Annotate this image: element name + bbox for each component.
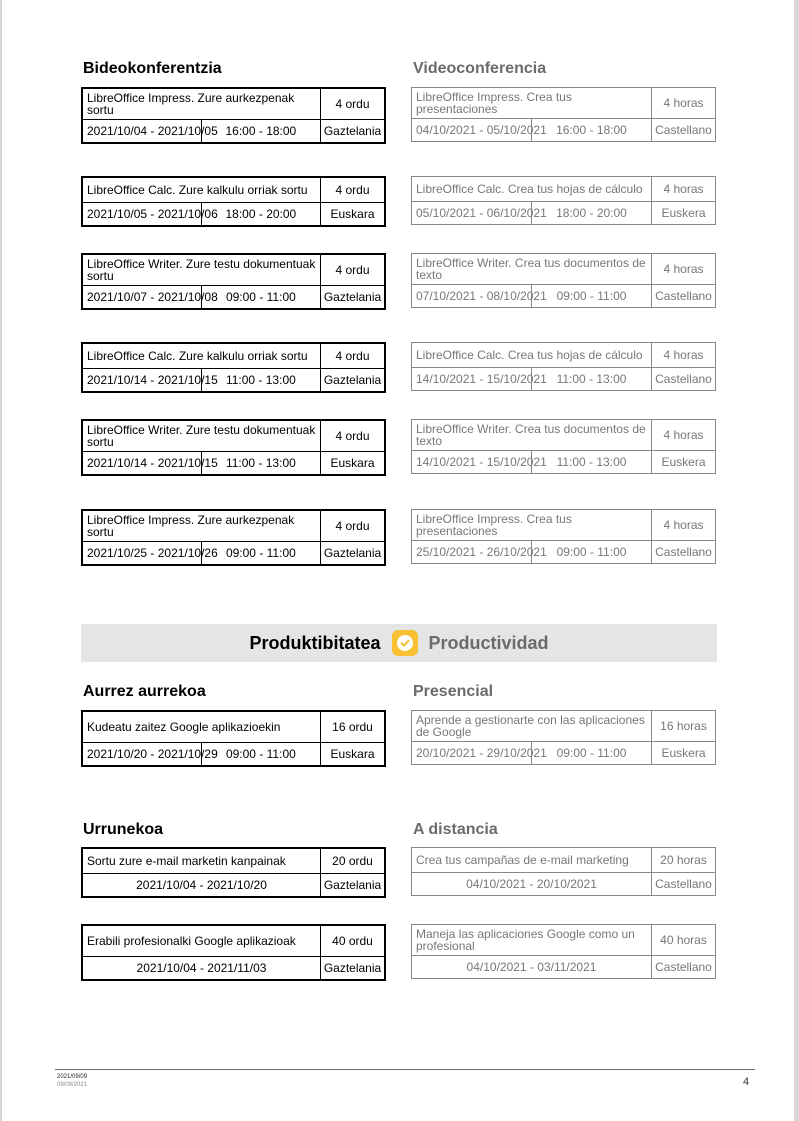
course-schedule-row: [412, 285, 716, 308]
course-language: Castellano: [652, 541, 716, 564]
course-language: Gaztelania: [321, 286, 386, 310]
course-schedule-row: [412, 742, 716, 765]
footer-divider: [55, 1069, 755, 1070]
course-schedule-row: [412, 119, 716, 142]
check-badge-icon: [392, 630, 418, 656]
course-hours: 16 ordu: [321, 711, 386, 743]
course-title: LibreOffice Calc. Zure kalkulu orriak sortu: [82, 343, 321, 369]
course-dates: 25/10/2021 - 26/10/2021: [412, 541, 532, 564]
course-dates: 2021/10/04 - 2021/11/03: [82, 957, 321, 981]
course-time: 11:00 - 13:00: [201, 452, 320, 476]
course-schedule-row: [82, 874, 385, 898]
course-dates: 07/10/2021 - 08/10/2021: [412, 285, 532, 308]
course-hours: 4 horas: [652, 343, 716, 368]
course-title-row: [412, 88, 716, 119]
course-language: Gaztelania: [321, 369, 386, 393]
section-title-video-es: Videoconferencia: [413, 60, 547, 77]
course-schedule-row: [82, 957, 385, 981]
footer-date-eu: 2021/09/09: [57, 1074, 88, 1080]
course-hours: 16 horas: [652, 711, 716, 742]
course-language: Castellano: [652, 285, 716, 308]
course-title-row: [412, 420, 716, 451]
course-language: Euskara: [321, 452, 386, 476]
course-language: Castellano: [652, 873, 716, 896]
course-schedule-row: [82, 203, 385, 227]
course-hours: 4 ordu: [321, 254, 386, 286]
course-dates: 2021/10/05 - 2021/10/06: [82, 203, 201, 227]
course-title-row: [82, 848, 385, 874]
course-title-row: [82, 254, 385, 286]
course-language: Euskara: [321, 203, 386, 227]
course-schedule-row: [412, 202, 716, 225]
course-hours: 4 horas: [652, 88, 716, 119]
course-time: 16:00 - 18:00: [532, 119, 652, 142]
course-language: Gaztelania: [321, 120, 386, 144]
course-title: Crea tus campañas de e-mail marketing: [412, 848, 652, 873]
course-language: Castellano: [652, 368, 716, 391]
course-hours: 20 ordu: [321, 848, 386, 874]
course-table: [81, 710, 386, 767]
course-hours: 40 horas: [652, 925, 716, 956]
course-title: LibreOffice Impress. Crea tus presentaciones: [412, 88, 652, 119]
course-title: LibreOffice Impress. Crea tus presentaciones: [412, 510, 652, 541]
course-table: [81, 924, 386, 981]
course-title: LibreOffice Calc. Crea tus hojas de cálculo: [412, 177, 652, 202]
course-table: [81, 176, 386, 227]
course-title: LibreOffice Calc. Crea tus hojas de cálculo: [412, 343, 652, 368]
course-table: [411, 509, 716, 564]
course-title: LibreOffice Writer. Crea tus documentos de texto: [412, 254, 652, 285]
course-time: 18:00 - 20:00: [532, 202, 652, 225]
course-hours: 4 ordu: [321, 510, 386, 542]
course-dates: 05/10/2021 - 06/10/2021: [412, 202, 532, 225]
course-title-row: [412, 343, 716, 368]
band-title-es: Productividad: [428, 632, 549, 653]
course-hours: 4 ordu: [321, 177, 386, 203]
section-title-remote-eu: Urrunekoa: [83, 821, 164, 838]
course-dates: 04/10/2021 - 05/10/2021: [412, 119, 532, 142]
course-title: Aprende a gestionarte con las aplicaciones de Google: [412, 711, 652, 742]
course-title: LibreOffice Impress. Zure aurkezpenak sortu: [82, 88, 321, 120]
course-time: 09:00 - 11:00: [532, 285, 652, 308]
course-language: Gaztelania: [321, 542, 386, 566]
course-time: 09:00 - 11:00: [201, 286, 320, 310]
course-title-row: [412, 254, 716, 285]
course-dates: 04/10/2021 - 03/11/2021: [412, 956, 652, 979]
course-hours: 4 horas: [652, 510, 716, 541]
course-time: 18:00 - 20:00: [201, 203, 320, 227]
course-hours: 4 horas: [652, 420, 716, 451]
course-dates: 2021/10/04 - 2021/10/20: [82, 874, 321, 898]
course-table: [411, 253, 716, 308]
course-dates: 2021/10/14 - 2021/10/15: [82, 452, 201, 476]
course-language: Castellano: [652, 119, 716, 142]
course-title: Erabili profesionalki Google aplikazioak: [82, 925, 321, 957]
course-language: Gaztelania: [321, 957, 386, 981]
course-language: Euskera: [652, 451, 716, 474]
course-language: Gaztelania: [321, 874, 386, 898]
course-hours: 4 ordu: [321, 343, 386, 369]
footer-date-es: 09/09/2021: [57, 1082, 88, 1088]
page-number: 4: [743, 1076, 750, 1088]
course-schedule-row: [412, 368, 716, 391]
course-language: Euskera: [652, 742, 716, 765]
course-title-row: [412, 510, 716, 541]
course-table: [81, 342, 386, 393]
course-table: [81, 419, 386, 476]
course-title-row: [82, 343, 385, 369]
course-hours: 20 horas: [652, 848, 716, 873]
document-page: [2, 0, 794, 1121]
course-title-row: [82, 925, 385, 957]
band-title-eu: Produktibitatea: [249, 632, 381, 653]
course-schedule-row: [82, 743, 385, 767]
course-table: [411, 87, 716, 142]
course-table: [411, 342, 716, 391]
section-title-presential-eu: Aurrez aurrekoa: [83, 683, 206, 700]
course-table: [81, 509, 386, 566]
course-language: Euskera: [652, 202, 716, 225]
course-title-row: [412, 177, 716, 202]
course-table: [81, 87, 386, 144]
course-dates: 2021/10/07 - 2021/10/08: [82, 286, 201, 310]
course-table: [411, 710, 716, 765]
course-schedule-row: [82, 542, 385, 566]
course-schedule-row: [82, 120, 385, 144]
course-title: LibreOffice Writer. Zure testu dokumentuak sortu: [82, 254, 321, 286]
course-language: Castellano: [652, 956, 716, 979]
category-band-productivity: [81, 624, 717, 662]
course-dates: 04/10/2021 - 20/10/2021: [412, 873, 652, 896]
course-time: 09:00 - 11:00: [532, 541, 652, 564]
course-dates: 2021/10/04 - 2021/10/05: [82, 120, 201, 144]
course-title: LibreOffice Calc. Zure kalkulu orriak sortu: [82, 177, 321, 203]
course-title-row: [412, 711, 716, 742]
course-table: [81, 847, 386, 898]
course-language: Euskara: [321, 743, 386, 767]
course-dates: 14/10/2021 - 15/10/2021: [412, 451, 532, 474]
course-table: [81, 253, 386, 310]
course-table: [411, 847, 716, 896]
course-dates: 2021/10/14 - 2021/10/15: [82, 369, 201, 393]
course-hours: 4 horas: [652, 177, 716, 202]
course-table: [411, 419, 716, 474]
course-title: LibreOffice Writer. Crea tus documentos de texto: [412, 420, 652, 451]
course-hours: 4 ordu: [321, 88, 386, 120]
course-time: 11:00 - 13:00: [532, 368, 652, 391]
course-title-row: [82, 711, 385, 743]
course-time: 11:00 - 13:00: [201, 369, 320, 393]
course-title: Maneja las aplicaciones Google como un profesional: [412, 925, 652, 956]
course-title-row: [82, 88, 385, 120]
course-time: 11:00 - 13:00: [532, 451, 652, 474]
course-time: 09:00 - 11:00: [532, 742, 652, 765]
course-title-row: [412, 848, 716, 873]
course-time: 16:00 - 18:00: [201, 120, 320, 144]
course-title: LibreOffice Writer. Zure testu dokumentuak sortu: [82, 420, 321, 452]
course-title: Sortu zure e-mail marketin kanpainak: [82, 848, 321, 874]
section-title-remote-es: A distancia: [413, 821, 498, 838]
course-table: [411, 176, 716, 225]
course-hours: 40 ordu: [321, 925, 386, 957]
course-title-row: [82, 420, 385, 452]
section-title-presential-es: Presencial: [413, 683, 494, 700]
course-title-row: [82, 510, 385, 542]
course-schedule-row: [82, 452, 385, 476]
course-schedule-row: [412, 451, 716, 474]
section-title-video-eu: Bideokonferentzia: [83, 60, 222, 77]
course-schedule-row: [412, 956, 716, 979]
course-dates: 14/10/2021 - 15/10/2021: [412, 368, 532, 391]
course-schedule-row: [412, 541, 716, 564]
course-title: LibreOffice Impress. Zure aurkezpenak sortu: [82, 510, 321, 542]
course-hours: 4 ordu: [321, 420, 386, 452]
course-dates: 2021/10/20 - 2021/10/29: [82, 743, 201, 767]
course-title: Kudeatu zaitez Google aplikazioekin: [82, 711, 321, 743]
course-schedule-row: [82, 286, 385, 310]
course-time: 09:00 - 11:00: [201, 743, 320, 767]
course-time: 09:00 - 11:00: [201, 542, 320, 566]
course-title-row: [412, 925, 716, 956]
course-dates: 2021/10/25 - 2021/10/26: [82, 542, 201, 566]
course-hours: 4 horas: [652, 254, 716, 285]
course-schedule-row: [412, 873, 716, 896]
course-schedule-row: [82, 369, 385, 393]
course-dates: 20/10/2021 - 29/10/2021: [412, 742, 532, 765]
course-table: [411, 924, 716, 979]
course-title-row: [82, 177, 385, 203]
